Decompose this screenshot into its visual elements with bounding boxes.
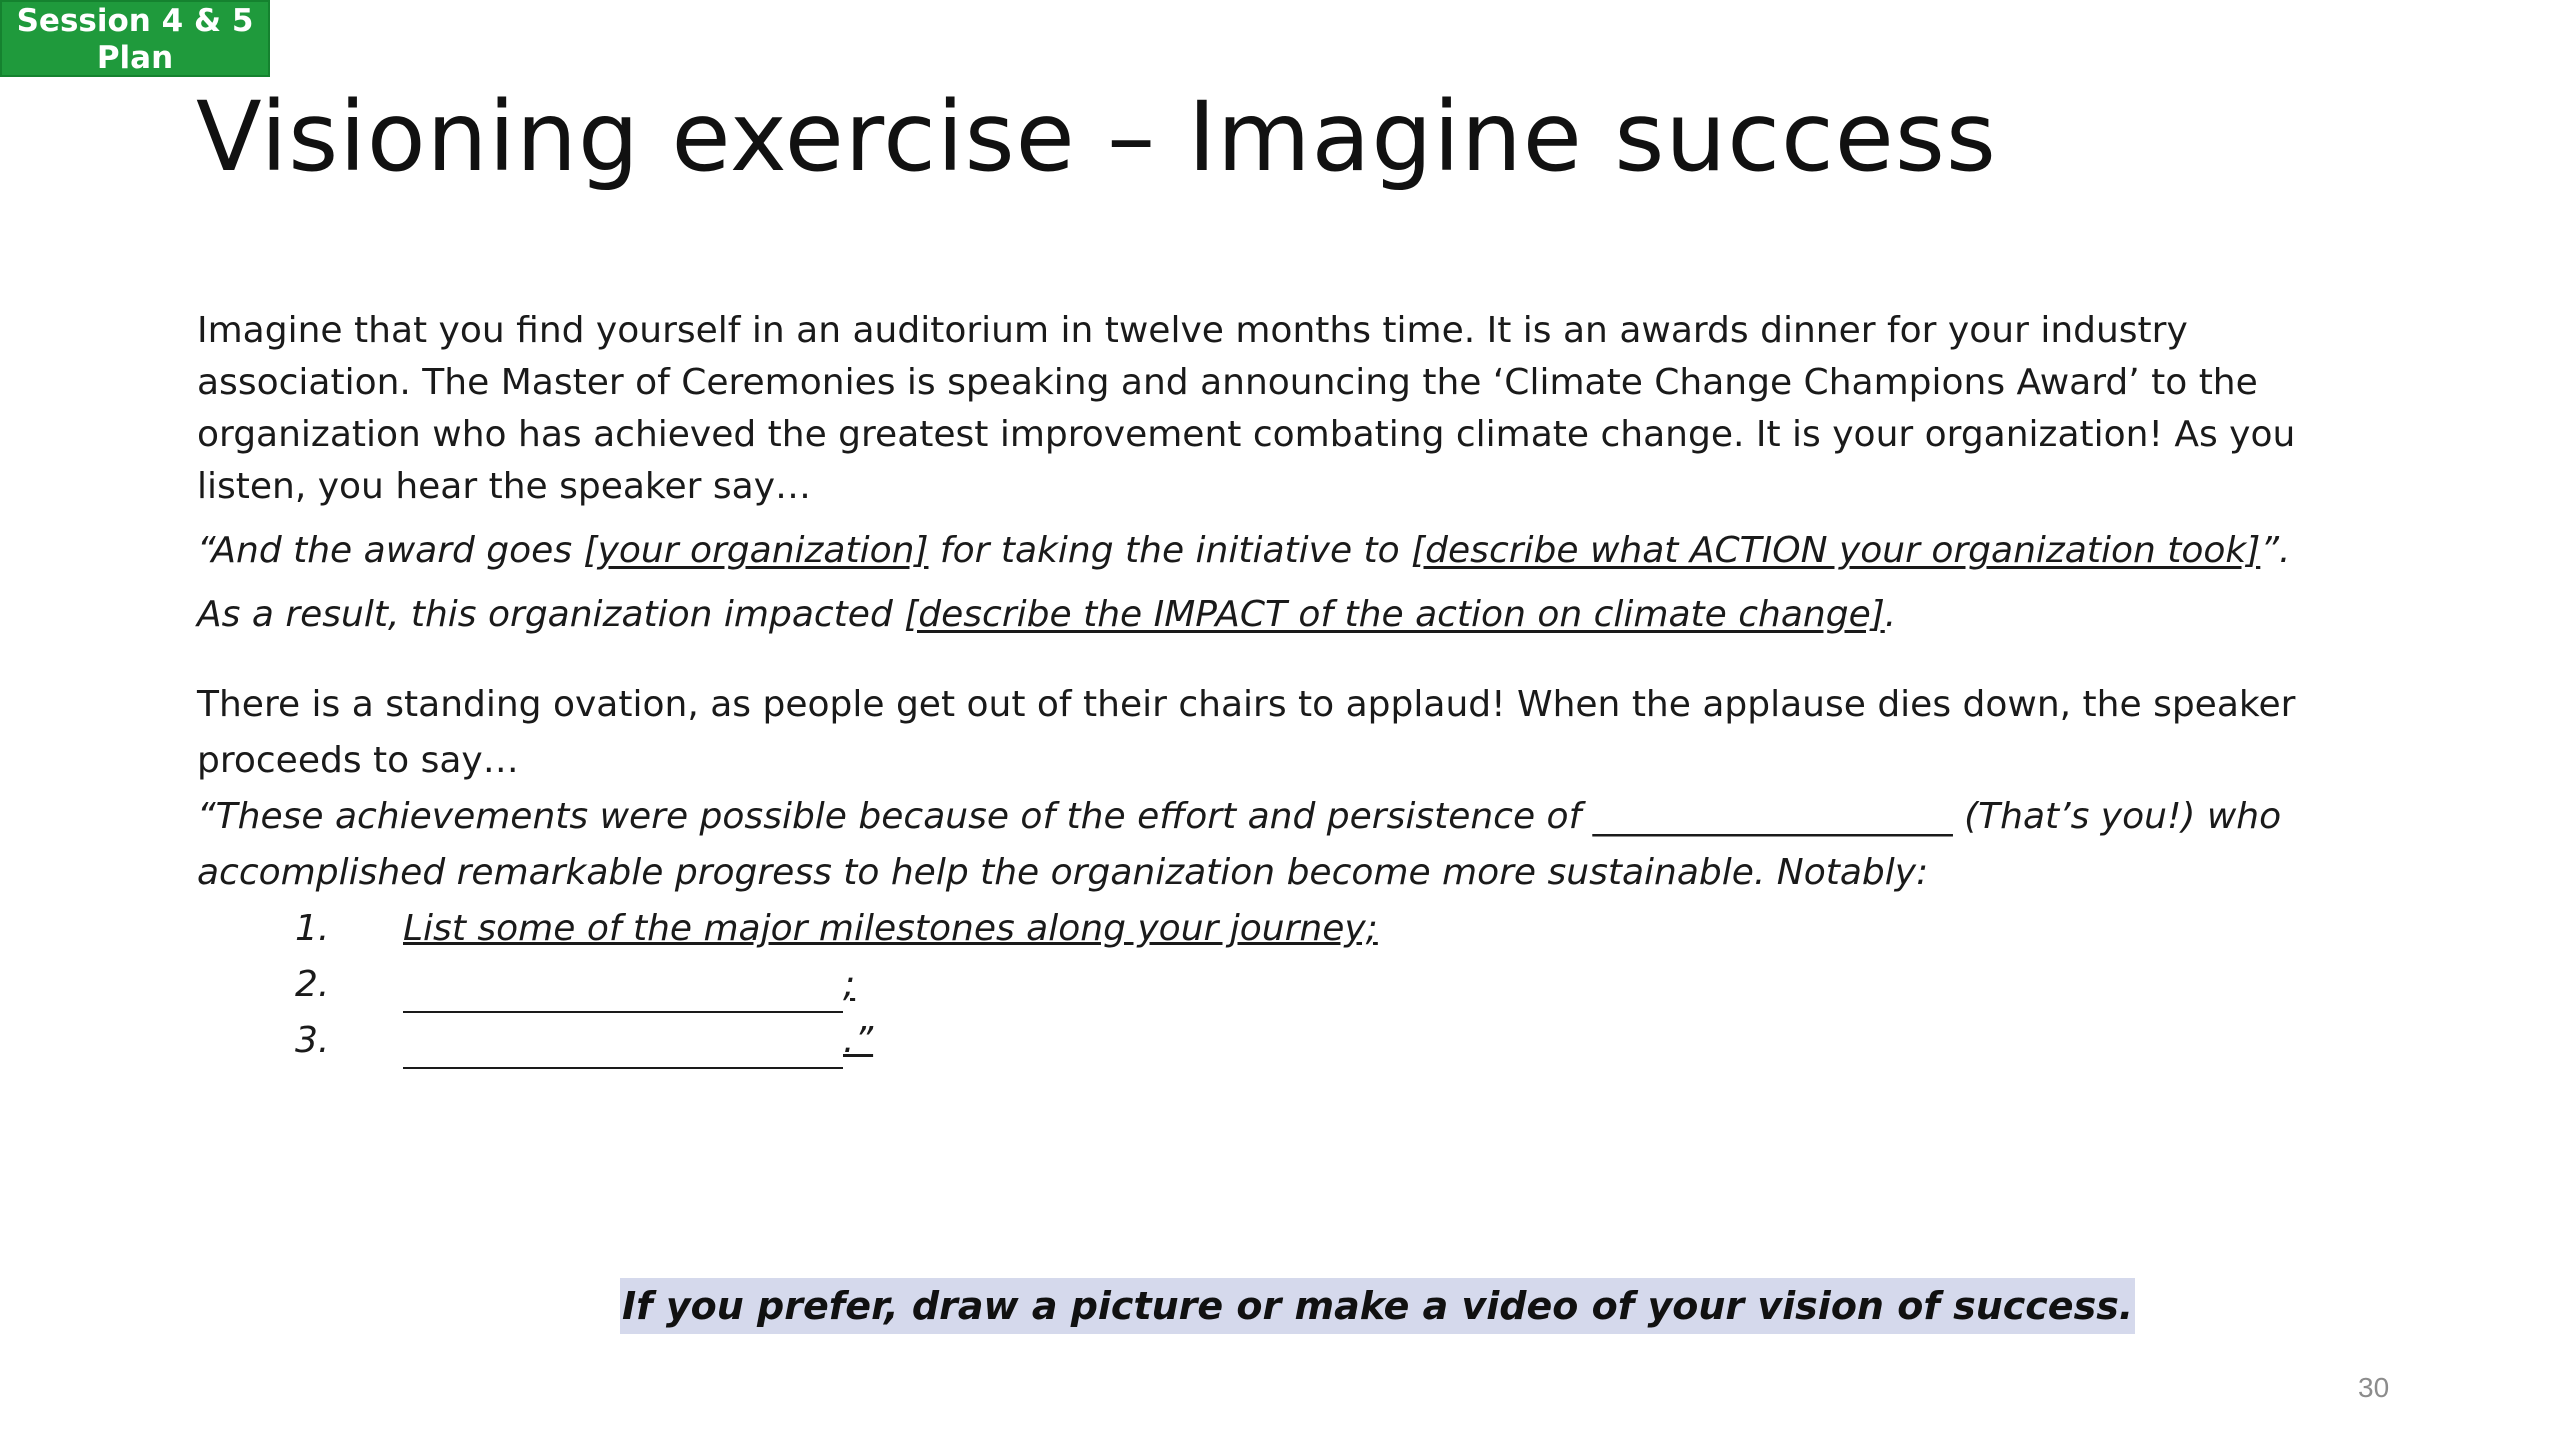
- list-text: List some of the major milestones along your journey;: [403, 908, 1378, 949]
- callout-highlight: If you prefer, draw a picture or make a video of your vision of success.: [620, 1278, 2135, 1334]
- award-quote-org-blank: [your organization]: [583, 530, 929, 571]
- ovation-paragraph: There is a standing ovation, as people get out of their chairs to applaud! When the applause dies down, the speaker proceeds to say…: [197, 684, 2296, 781]
- list-blank-line: [403, 1025, 843, 1069]
- intro-paragraph: Imagine that you find yourself in an auditorium in twelve months time. It is an awards dinner for your industry association. The Master of Ceremonies is speaking and announcing the ‘Climate Change Champions Award’ to the organization who has achieved the greatest improvement combating climate change. It is your organization! As you listen, you hear the speaker say…: [197, 310, 2296, 507]
- impact-quote: [197, 589, 2377, 641]
- achievements-quote: “These achievements were possible because of the effort and persistence of ____________________ (That’s you!) who accomplished remarkable progress to help the organization become more sustainable. Notably:: [197, 796, 2282, 893]
- award-quote-action-blank: [describe what ACTION your organization took]: [1411, 530, 2261, 571]
- session-badge-line2: Plan: [96, 40, 174, 76]
- impact-quote-part2: .: [1884, 594, 1897, 635]
- list-number: 1.: [295, 908, 330, 949]
- page-number: 30: [2358, 1372, 2390, 1403]
- session-badge-line1: Session 4 & 5: [16, 3, 254, 39]
- list-item: [295, 901, 2377, 957]
- list-text: ;: [843, 964, 856, 1005]
- list-number: 3.: [295, 1020, 330, 1061]
- impact-quote-part1: As a result, this organization impacted: [197, 594, 905, 635]
- slide-body: [197, 305, 2377, 1069]
- award-quote-part2: for taking the initiative to: [928, 530, 1412, 571]
- award-quote: [197, 525, 2377, 577]
- page-title: Visioning exercise – Imagine success: [196, 81, 1997, 193]
- session-badge: [0, 0, 270, 77]
- list-item: [295, 1013, 2377, 1069]
- list-number: 2.: [295, 964, 330, 1005]
- list-item: [295, 957, 2377, 1013]
- list-text: .”: [843, 1020, 874, 1061]
- award-quote-part3: ”.: [2260, 530, 2291, 571]
- impact-quote-blank: [describe the IMPACT of the action on climate change]: [904, 594, 1885, 635]
- award-quote-part1: “And the award goes: [197, 530, 584, 571]
- list-blank-line: [403, 969, 843, 1013]
